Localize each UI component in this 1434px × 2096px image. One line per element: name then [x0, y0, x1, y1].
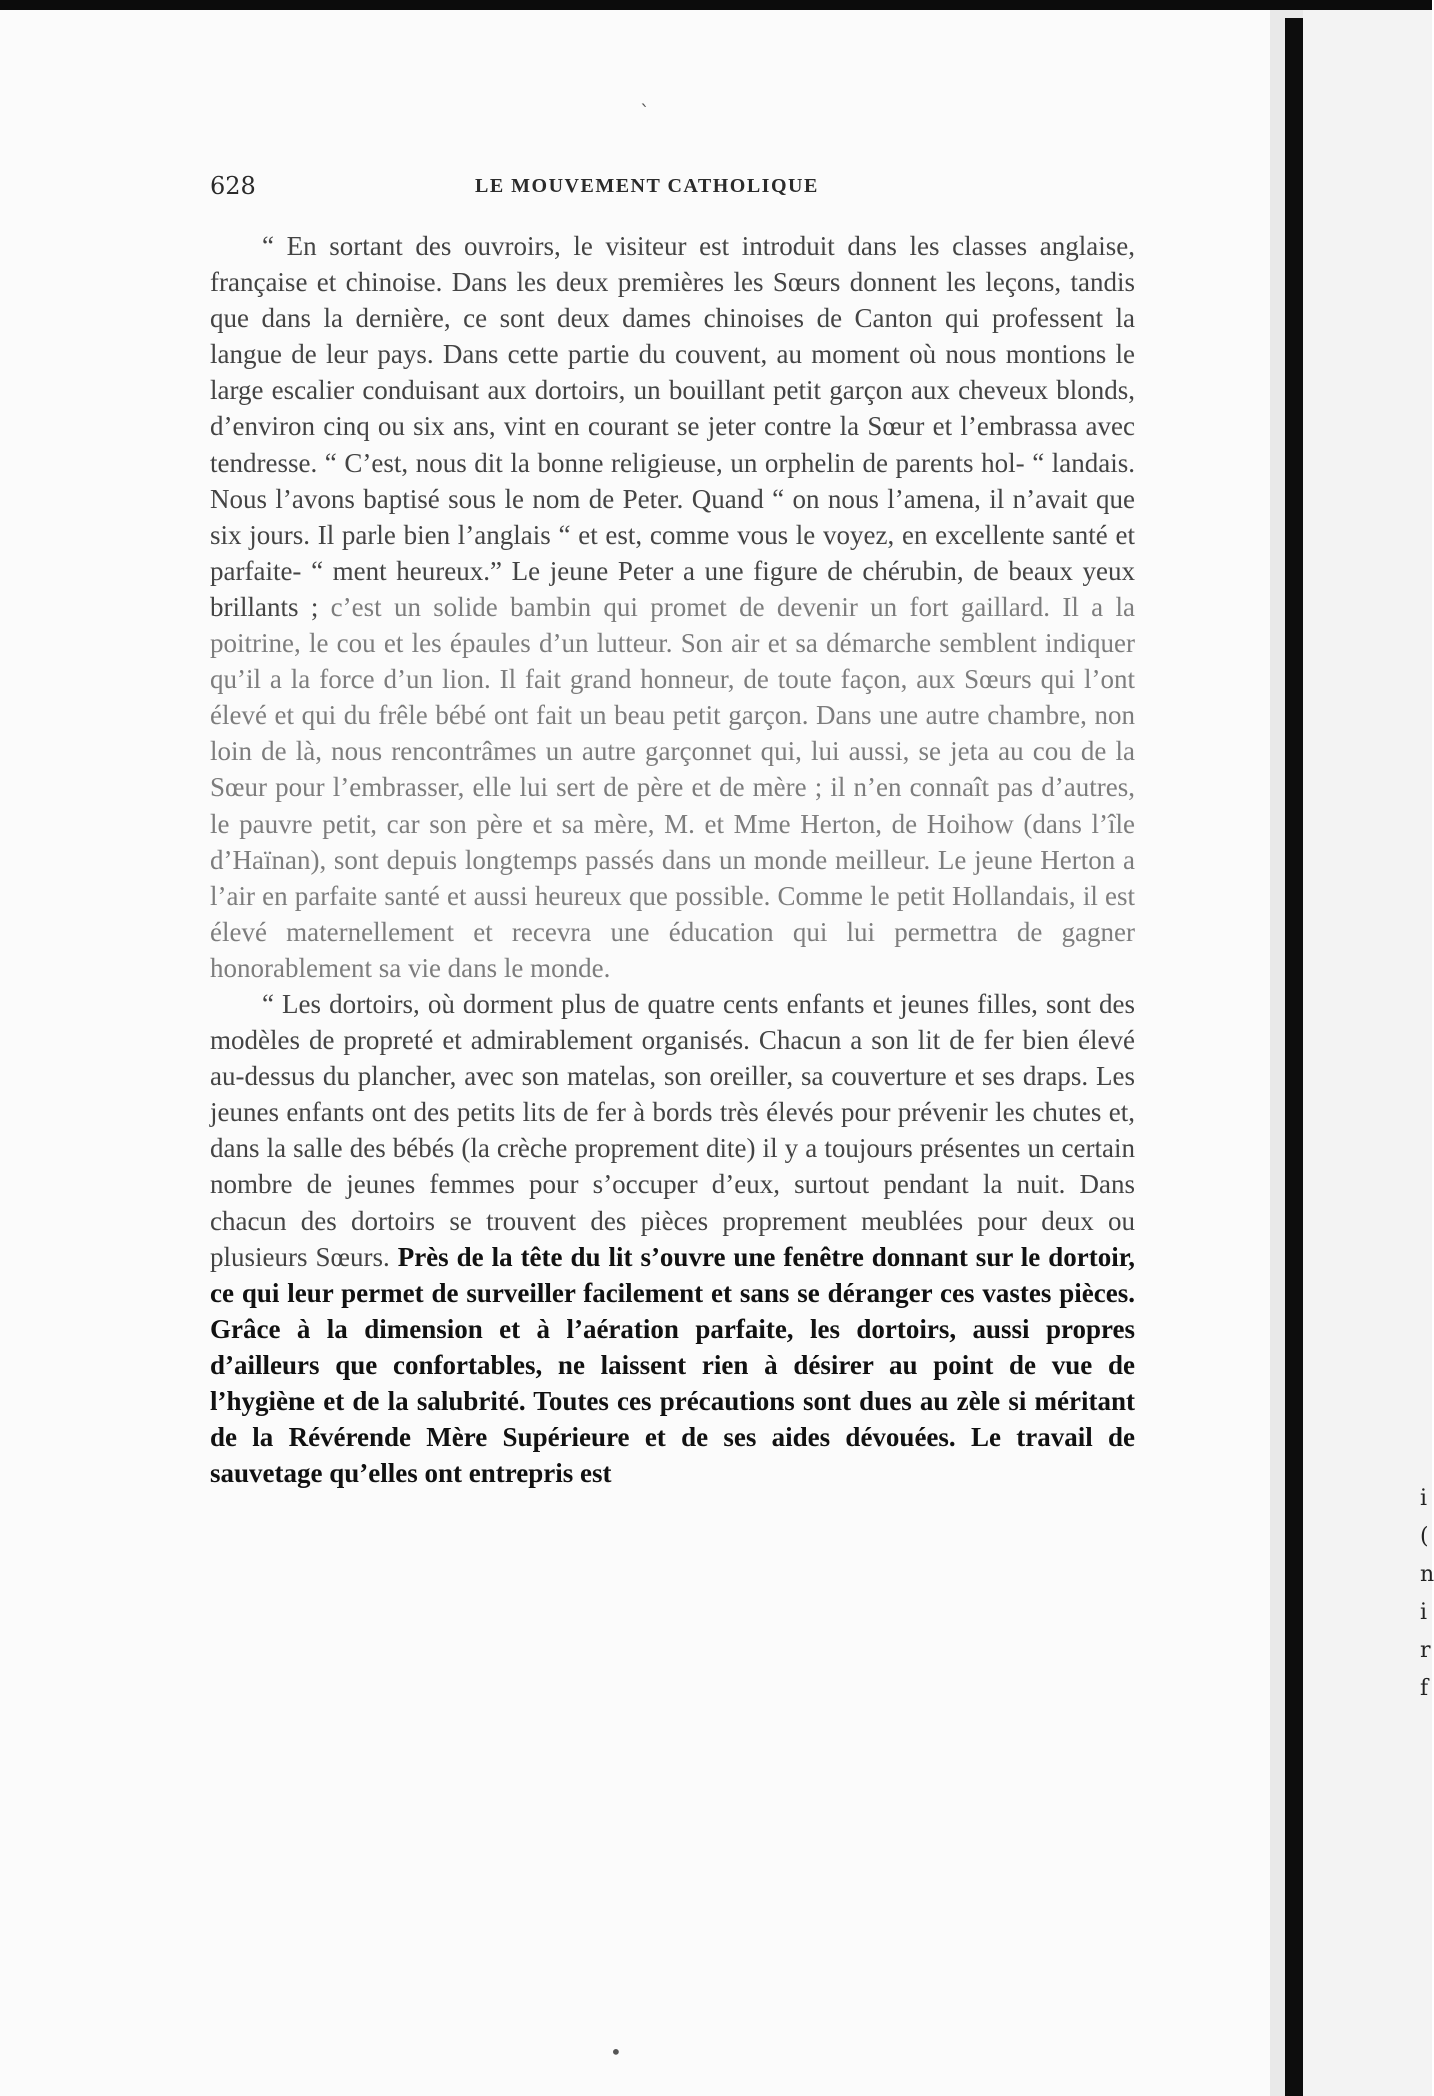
scan-top-edge	[0, 0, 1432, 10]
scan-speck: •	[610, 2040, 622, 2064]
page-number: 628	[210, 172, 256, 200]
adjacent-page	[1303, 10, 1432, 2096]
edge-glyph: f	[1420, 1676, 1429, 1701]
paragraph-2-part-b: Près de la tête du lit s’ouvre une fenêtre donnant sur le dortoir, ce qui leur permet de surveiller facilement et sans se déranger ces vastes pièces. Grâce à la dimension et à l’aération parfaite, les dortoirs, aussi propres d’ailleurs que confortables, ne laissent rien à désirer au point de vue de l’hygiène et de la salubrité. Toutes ces précautions sont dues au zèle si méritant de la Révérende Mère Supérieure et de ses aides dévouées. Le travail de sauvetage qu’elles ont entrepris est	[210, 1241, 1135, 1489]
edge-glyph: i	[1420, 1600, 1428, 1625]
paragraph-2-part-a: “ Les dortoirs, où dorment plus de quatre cents enfants et jeunes filles, sont des modèles de propreté et admirablement organisés. Chacun a son lit de fer bien élevé au-dessus du plancher, avec son matelas, son oreiller, sa couverture et ses draps. Les jeunes enfants ont des petits lits de fer à bords très élevés pour prévenir les chutes et, dans la salle des bébés (la crèche proprement dite) il y a toujours présentes un certain nombre de jeunes femmes pour s’occuper d’eux, surtout pendant la nuit. Dans chacun des dortoirs se trouvent des pièces proprement meublées pour deux ou plusieurs Sœurs.	[210, 988, 1135, 1272]
edge-glyph: r	[1420, 1638, 1431, 1663]
running-head	[210, 172, 1130, 208]
adjacent-page-glyphs	[1420, 1480, 1432, 1708]
scan-speck: ˋ	[640, 100, 650, 124]
body-text	[210, 228, 1135, 1491]
edge-glyph: n	[1420, 1562, 1434, 1587]
binding-shadow	[1285, 18, 1303, 2096]
paragraph-1-part-a: “ En sortant des ouvroirs, le visiteur est introduit dans les classes anglaise, française et chinoise. Dans les deux premières les Sœurs donnent les leçons, tandis que dans la dernière, ce sont deux dames chinoises de Canton qui professent la langue de leur pays. Dans cette partie du couvent, au moment où nous montions le large escalier conduisant aux dortoirs, un bouillant petit garçon aux cheveux blonds, d’environ cinq ou six ans, vint en courant se jeter contre la Sœur et l’embrassa avec tendresse. “ C’est, nous dit la bonne religieuse, un orphelin de parents hol- “ landais. Nous l’avons baptisé sous le nom de Peter. Quand “ on nous l’amena, il n’avait que six jours. Il parle bien l’anglais “ et est, comme vous le voyez, en excellente santé et parfaite- “ ment heureux.” Le jeune Peter a une figure de chérubin, de beaux yeux brillants ;	[210, 231, 1135, 622]
paragraph-1-part-b: c’est un solide bambin qui promet de devenir un fort gaillard. Il a la poitrine, le cou et les épaules d’un lutteur. Son air et sa démarche semblent indiquer qu’il a la force d’un lion. Il fait grand honneur, de toute façon, aux Sœurs qui l’ont élevé et qui du frêle bébé ont fait un beau petit garçon. Dans une autre chambre, non loin de là, nous rencontrâmes un autre garçonnet qui, lui aussi, se jeta au cou de la Sœur pour l’embrasser, elle lui sert de père et de mère ; il n’en connaît pas d’autres, le pauvre petit, car son père et sa mère, M. et Mme Herton, de Hoihow (dans l’île d’Haïnan), sont depuis longtemps passés dans un monde meilleur. Le jeune Herton a l’air en parfaite santé et aussi heureux que possible. Comme le petit Hollandais, il est élevé maternellement et recevra une éducation qui lui permettra de gagner honorablement sa vie dans le monde.	[210, 591, 1135, 983]
running-title: LE MOUVEMENT CATHOLIQUE	[475, 175, 819, 197]
edge-glyph: i	[1420, 1486, 1428, 1511]
edge-glyph: (	[1420, 1524, 1429, 1549]
paragraph-ouvroirs	[210, 228, 1135, 986]
paragraph-dortoirs	[210, 986, 1135, 1491]
